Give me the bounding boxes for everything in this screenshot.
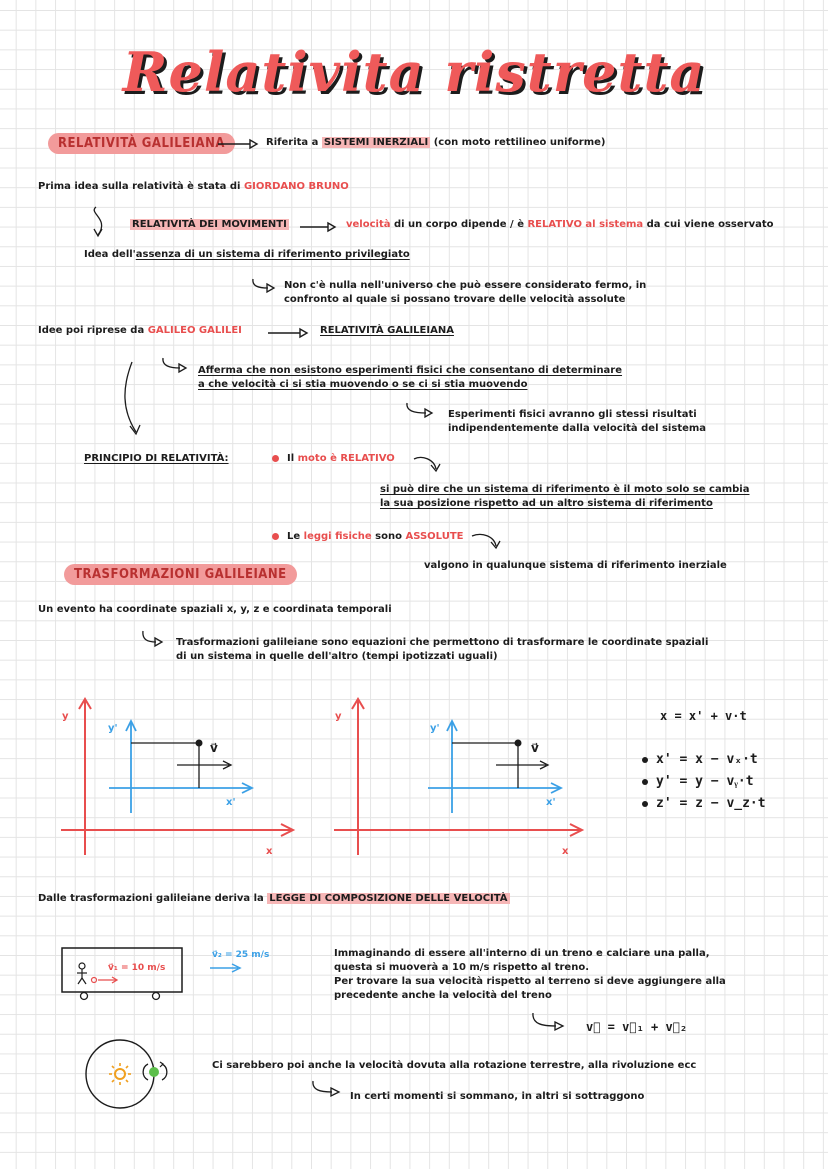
hook-arrow-icon <box>530 1012 570 1034</box>
legge-text: Dalle trasformazioni galileiane deriva la LEGGE DI COMPOSIZIONE DELLE VELOCITÀ <box>38 893 508 904</box>
axis-yprime-label: y' <box>108 723 118 734</box>
sum-formula: v⃗ = v⃗₁ + v⃗₂ <box>586 1020 688 1034</box>
bullet-leggi-assolute: Le leggi fisiche sono ASSOLUTE <box>272 530 463 544</box>
bullet-moto-relativo: Il moto è RELATIVO <box>272 452 395 466</box>
hook-arrow-icon <box>140 630 170 650</box>
formula-z: z' = z − v_z·t <box>642 794 766 814</box>
velocity-vector-label-2: v⃗ <box>531 741 539 755</box>
curved-arrow-icon <box>118 360 148 438</box>
inertial-systems-text: Riferita a SISTEMI INERZIALI (con moto rettilineo uniforme) <box>266 137 606 148</box>
moto-note: si può dire che un sistema di riferimento è il moto solo se cambia la sua posizione rispetto ad un altro sistema di riferimento <box>380 484 750 509</box>
axis-y-label: y <box>62 711 69 722</box>
arrow-right-icon <box>300 221 336 233</box>
page-title: Relativita ristretta <box>122 40 706 104</box>
axis-y-label-2: y <box>335 711 342 722</box>
immagina-text: Immaginando di essere all'interno di un treno e calciare una palla, questa si muoverà a 10 m/s rispetto al treno. Per trovare la sua velocità rispetto al terreno si deve aggiungere alla precedente anche la velocità del treno <box>334 948 726 1001</box>
curved-arrow-icon <box>88 205 118 241</box>
hook-arrow-icon <box>310 1080 344 1100</box>
section-heading-trasformazioni: TRASFORMAZIONI GALILEIANE <box>64 564 297 585</box>
orbit-illustration <box>82 1038 172 1118</box>
arrow-right-icon <box>268 327 308 339</box>
v2-label: v⃗₂ = 25 m/s <box>212 950 270 960</box>
axis-xprime-label: x' <box>226 797 236 808</box>
formula-y: y' = y − vᵧ·t <box>642 772 754 792</box>
axis-x-label: x <box>266 846 273 857</box>
v1-label: v⃗₁ = 10 m/s <box>108 963 166 973</box>
axis-yprime-label-2: y' <box>430 723 440 734</box>
evento-text: Un evento ha coordinate spaziali x, y, z e coordinata temporali <box>38 604 392 615</box>
coordinate-graph-2 <box>328 695 588 865</box>
relativita-galileiana-label: RELATIVITÀ GALILEIANA <box>320 325 454 336</box>
bruno-text: Prima idea sulla relatività è stata di GIORDANO BRUNO <box>38 181 349 192</box>
assenza-text: Idea dell'assenza di un sistema di riferimento privilegiato <box>84 249 410 260</box>
trasf-text: Trasformazioni galileiane sono equazioni che permettono di trasformare le coordinate spaziali di un sistema in quelle dell'altro (tempi ipotizzati uguali) <box>176 637 709 662</box>
coordinate-graph-1 <box>55 695 305 865</box>
leggi-note: valgono in qualunque sistema di riferimento inerziale <box>424 560 727 571</box>
arrow-right-icon <box>218 138 258 150</box>
hook-arrow-icon <box>160 357 190 375</box>
principio-label: PRINCIPIO DI RELATIVITÀ: <box>84 453 229 464</box>
esperimenti-text: Esperimenti fisici avranno gli stessi risultati indipendentemente dalla velocità del sistema <box>448 409 707 434</box>
certi-text: In certi momenti si sommano, in altri si sottraggono <box>350 1091 645 1102</box>
axis-x-label-2: x <box>562 846 569 857</box>
relativita-movimenti-label: RELATIVITÀ DEI MOVIMENTI <box>132 219 287 230</box>
afferma-text: Afferma che non esistono esperimenti fisici che consentano di determinare a che velocità ci si stia muovendo o se ci si stia muovendo <box>198 365 623 390</box>
velocita-relativa-text: velocità di un corpo dipende / è RELATIVO al sistema da cui viene osservato <box>346 219 774 230</box>
section-heading-relativita-galileiana: RELATIVITÀ GALILEIANA <box>48 133 235 154</box>
velocity-vector-label: v⃗ <box>210 741 218 755</box>
hook-arrow-icon <box>404 402 438 420</box>
hook-arrow-icon <box>250 278 276 294</box>
curved-arrow-icon <box>412 455 442 477</box>
formula-main: x = x' + v·t <box>660 709 747 723</box>
formula-x: x' = x − vₓ·t <box>642 750 758 770</box>
rotazione-text: Ci sarebbero poi anche la velocità dovuta alla rotazione terrestre, alla rivoluzione ecc <box>212 1060 697 1071</box>
galileo-text: Idee poi riprese da GALILEO GALILEI <box>38 325 242 336</box>
nulla-text: Non c'è nulla nell'universo che può essere considerato fermo, in confronto al quale si possano trovare delle velocità assolute <box>284 280 647 305</box>
axis-xprime-label-2: x' <box>546 797 556 808</box>
curved-arrow-icon <box>470 532 502 554</box>
